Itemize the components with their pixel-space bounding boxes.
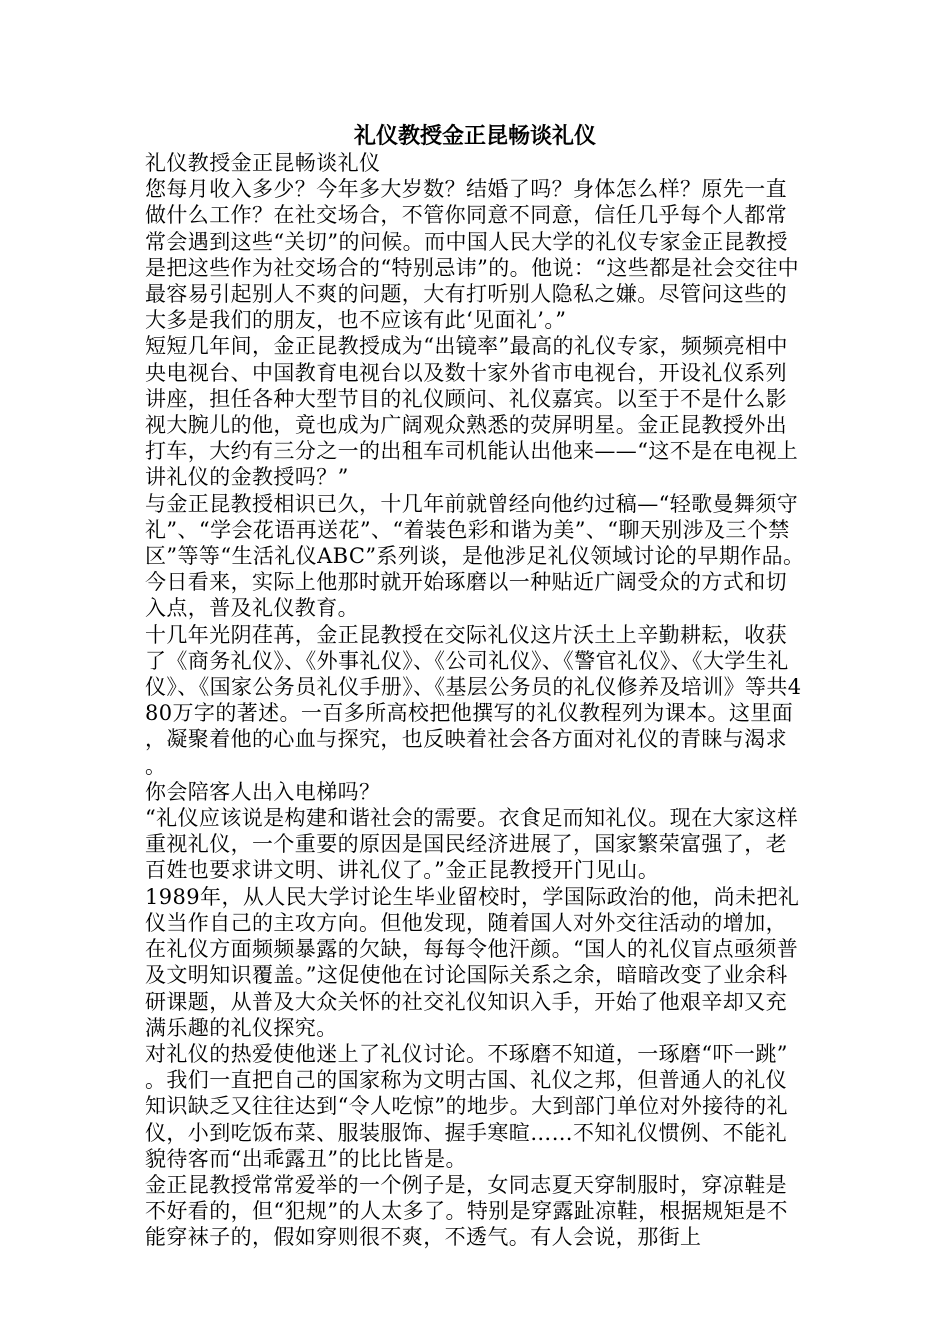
body-paragraph: 您每月收入多少？今年多大岁数？结婚了吗？身体怎么样？原先一直做什么工作？在社交场合，不管你同意不同意，信任几乎每个人都常常会遇到这些“关切”的问候。而中国人民大学的礼仪专家金正昆教授是把这些作为社交场合的“特别忌讳”的。他说：“这些都是社会交往中最容易引起别人不爽的问题，大有打听别人隐私之嫌。尽管问这些的大多是我们的朋友，也不应该有此‘见面礼’。” bbox=[145, 177, 800, 333]
body-paragraph: 与金正昆教授相识已久，十几年前就曾经向他约过稿—“轻歌曼舞须守礼”、“学会花语再送花”、“着装色彩和谐为美”、“聊天别涉及三个禁区”等等“生活礼仪ABC”系列谈，是他涉足礼仪领域讨论的早期作品。今日看来，实际上他那时就开始琢磨以一种贴近广阔受众的方式和切入点，普及礼仪教育。 bbox=[145, 491, 805, 621]
body-paragraph: 对礼仪的热爱使他迷上了礼仪讨论。不琢磨不知道，一琢磨“吓一跳”。我们一直把自己的国家称为文明古国、礼仪之邦，但普通人的礼仪知识缺乏又往往达到“令人吃惊”的地步。大到部门单位对外接待的礼仪，小到吃饭布菜、服装服饰、握手寒暄……不知礼仪惯例、不能礼貌待客而“出乖露丑”的比比皆是。 bbox=[145, 1041, 788, 1171]
body-paragraph-subtitle: 礼仪教授金正昆畅谈礼仪 bbox=[145, 151, 381, 175]
body-paragraph: 金正昆教授常常爱举的一个例子是，女同志夏天穿制服时，穿凉鞋是不好看的，但“犯规”的人太多了。特别是穿露趾凉鞋，根据规矩是不能穿袜子的，假如穿则很不爽，不透气。有人会说，那街上 bbox=[145, 1172, 788, 1250]
body-paragraph: 1989年，从人民大学讨论生毕业留校时，学国际政治的他，尚未把礼仪当作自己的主攻方向。但他发现，随着国人对外交往活动的增加，在礼仪方面频频暴露的欠缺，每每令他汗颜。“国人的礼仪盲点亟须普及文明知识覆盖。”这促使他在讨论国际关系之余，暗暗改变了业余科研课题，从普及大众关怀的社交礼仪知识入手，开始了他艰辛却又充满乐趣的礼仪探究。 bbox=[145, 884, 800, 1040]
body-paragraph: 十几年光阴荏苒，金正昆教授在交际礼仪这片沃土上辛勤耕耘，收获了《商务礼仪》、《外事礼仪》、《公司礼仪》、《警官礼仪》、《大学生礼仪》、《国家公务员礼仪手册》、《基层公务员的礼仪修养及培训》等共480万字的著述。一百多所高校把他撰写的礼仪教程列为课本。这里面，凝聚着他的心血与探究，也反映着社会各方面对礼仪的青睐与渴求。 bbox=[145, 622, 802, 778]
body-paragraph: “礼仪应该说是构建和谐社会的需要。衣食足而知礼仪。现在大家这样重视礼仪，一个重要的原因是国民经济进展了，国家繁荣富强了，老百姓也要求讲文明、讲礼仪了。”金正昆教授开门见山。 bbox=[145, 806, 799, 883]
body-paragraph: 短短几年间，金正昆教授成为“出镜率”最高的礼仪专家，频频亮相中央电视台、中国教育电视台以及数十家外省市电视台，开设礼仪系列讲座，担任各种大型节目的礼仪顾问、礼仪嘉宾。以至于不是什么影视大腕儿的他，竟也成为广阔观众熟悉的荧屏明星。金正昆教授外出打车，大约有三分之一的出租车司机能认出他来——“这不是在电视上讲礼仪的金教授吗？” bbox=[145, 334, 799, 490]
document-body bbox=[145, 150, 805, 1251]
section-heading: 你会陪客人出入电梯吗？ bbox=[145, 779, 381, 804]
document-title: 礼仪教授金正昆畅谈礼仪 bbox=[353, 123, 596, 149]
